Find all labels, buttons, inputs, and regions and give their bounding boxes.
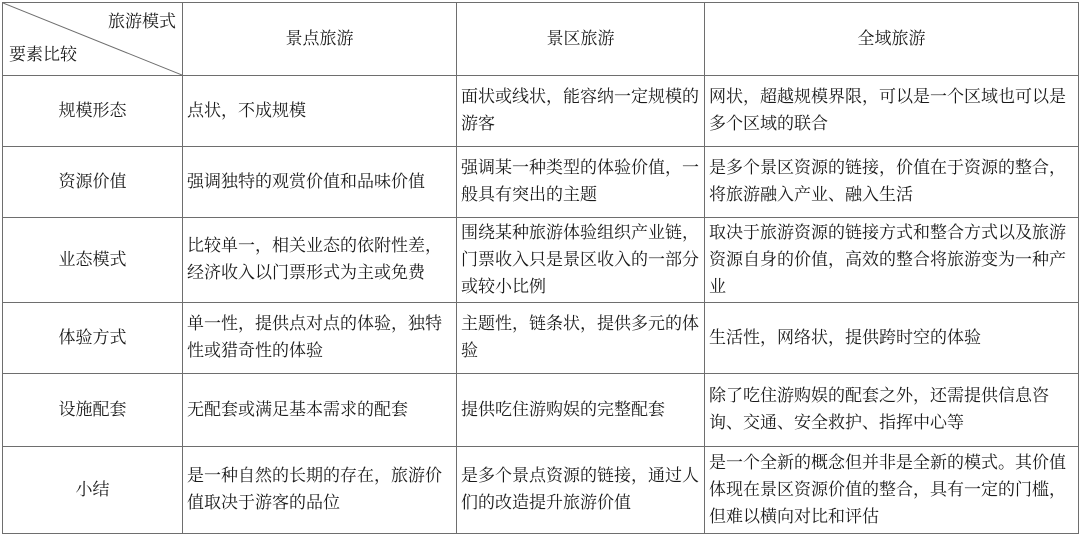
table-cell: 提供吃住游购娱的完整配套 (457, 374, 705, 447)
table-cell: 是多个景点资源的链接，通过人们的改造提升旅游价值 (457, 447, 705, 534)
row-label: 小结 (3, 447, 183, 534)
table-row (3, 76, 1079, 147)
row-label: 资源价值 (3, 147, 183, 218)
table-cell: 围绕某种旅游体验组织产业链，门票收入只是景区收入的一部分或较小比例 (457, 218, 705, 303)
corner-top-label: 旅游模式 (108, 12, 176, 32)
table-cell: 是一种自然的长期的存在，旅游价值取决于游客的品位 (183, 447, 457, 534)
header-row (3, 3, 1079, 76)
table-cell: 主题性，链条状，提供多元的体验 (457, 303, 705, 374)
table-cell: 面状或线状，能容纳一定规模的游客 (457, 76, 705, 147)
row-label: 体验方式 (3, 303, 183, 374)
table-cell: 是一个全新的概念但并非是全新的模式。其价值体现在景区资源价值的整合，具有一定的门槛，但难以横向对比和评估 (705, 447, 1079, 534)
table-cell: 网状，超越规模界限，可以是一个区域也可以是多个区域的联合 (705, 76, 1079, 147)
table-cell: 无配套或满足基本需求的配套 (183, 374, 457, 447)
table-row (3, 447, 1079, 534)
table-cell: 比较单一，相关业态的依附性差，经济收入以门票形式为主或免费 (183, 218, 457, 303)
table-cell: 点状，不成规模 (183, 76, 457, 147)
comparison-table (2, 2, 1079, 534)
table-cell: 取决于旅游资源的链接方式和整合方式以及旅游资源自身的价值，高效的整合将旅游变为一种产业 (705, 218, 1079, 303)
corner-bottom-label: 要素比较 (9, 45, 77, 65)
table-cell: 是多个景区资源的链接，价值在于资源的整合，将旅游融入产业、融入生活 (705, 147, 1079, 218)
table-cell: 除了吃住游购娱的配套之外，还需提供信息咨询、交通、安全救护、指挥中心等 (705, 374, 1079, 447)
table-row (3, 374, 1079, 447)
column-header-scenic-spot: 景点旅游 (183, 3, 457, 76)
row-label: 规模形态 (3, 76, 183, 147)
table-cell: 生活性，网络状，提供跨时空的体验 (705, 303, 1079, 374)
row-label: 设施配套 (3, 374, 183, 447)
column-header-all-region: 全域旅游 (705, 3, 1079, 76)
table-row (3, 147, 1079, 218)
table-cell: 单一性，提供点对点的体验，独特性或猎奇性的体验 (183, 303, 457, 374)
table-row (3, 303, 1079, 374)
corner-header-cell (3, 3, 183, 76)
column-header-scenic-area: 景区旅游 (457, 3, 705, 76)
table-row (3, 218, 1079, 303)
row-label: 业态模式 (3, 218, 183, 303)
table-cell: 强调独特的观赏价值和品味价值 (183, 147, 457, 218)
table-cell: 强调某一种类型的体验价值，一般具有突出的主题 (457, 147, 705, 218)
